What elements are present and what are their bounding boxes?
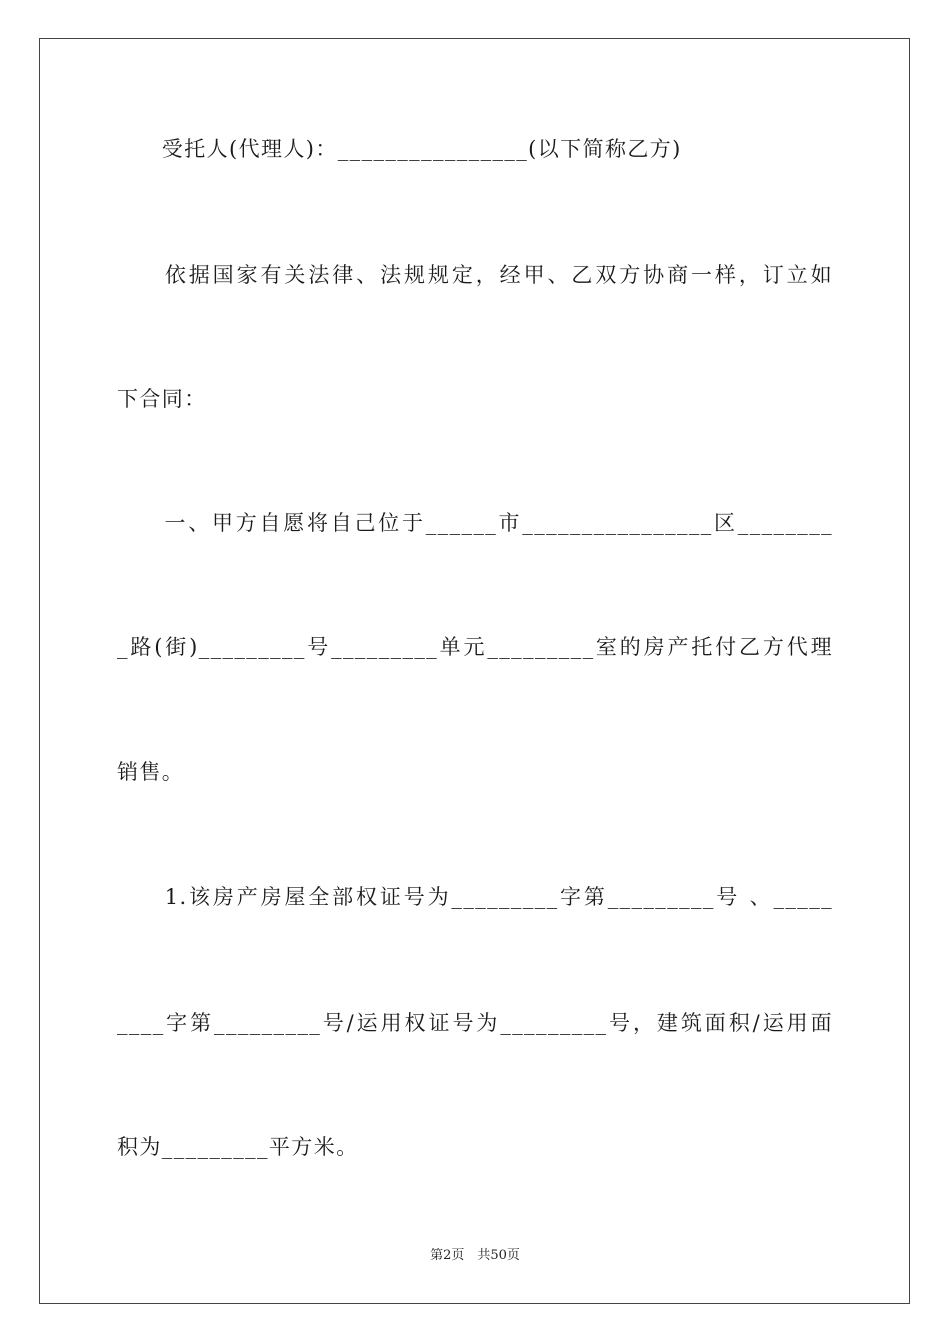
clause-1-line-1: 一、甲方自愿将自己位于______市________________区________: [117, 511, 833, 535]
clause-agent-line: 受托人(代理人)：________________(以下简称乙方): [117, 137, 682, 161]
page-number-footer: 第2页 共50页: [430, 1248, 520, 1263]
clause-1-line-2: _路(街)_________号_________单元_________室的房产托付乙方代理: [117, 635, 833, 659]
clause-1-1-line-2: ____字第_________号/运用权证号为_________号，建筑面积/运用面: [117, 1011, 833, 1035]
clause-1-1-line-3: 积为_________平方米。: [117, 1135, 359, 1159]
page-border: [39, 38, 910, 1304]
clause-1-line-3: 销售。: [117, 760, 185, 784]
clause-intro-line-1: 依据国家有关法律、法规规定，经甲、乙双方协商一样，订立如: [117, 263, 833, 287]
clause-intro-line-2: 下合同：: [117, 387, 207, 411]
clause-1-1-line-1: 1.该房产房屋全部权证号为_________字第_________号 、_____: [117, 885, 833, 909]
